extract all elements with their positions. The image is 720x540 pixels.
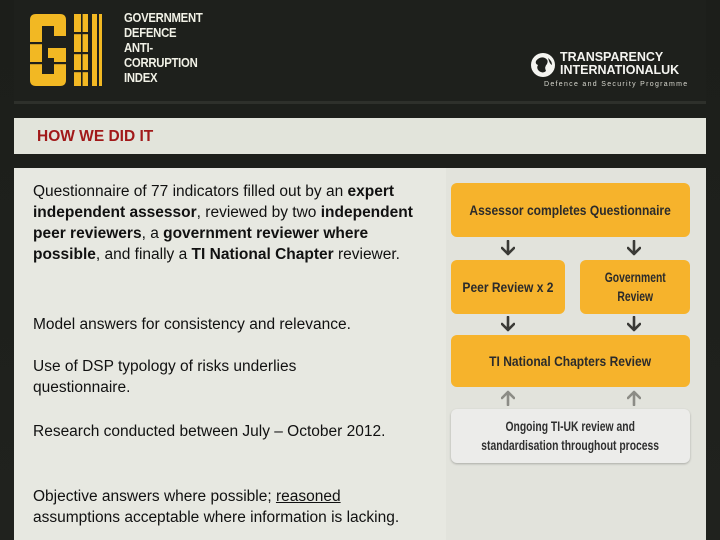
arrow-down-icon bbox=[627, 240, 641, 256]
paragraph-model-answers: Model answers for consistency and relevance. bbox=[33, 316, 351, 333]
flow-panel bbox=[446, 168, 706, 540]
text-run: reviewer. bbox=[333, 246, 400, 263]
flow-box-label-line: Government bbox=[604, 269, 666, 285]
flow-box-label bbox=[600, 268, 671, 306]
text-run-bold: TI National Chapter bbox=[191, 246, 334, 263]
gi-logo-line: INDEX bbox=[124, 71, 158, 85]
text-run: assumptions acceptable where information is lacking. bbox=[33, 509, 400, 526]
text-run: , a bbox=[141, 225, 164, 242]
arrow-up-icon bbox=[627, 390, 641, 406]
gi-logo-line: CORRUPTION bbox=[124, 56, 198, 70]
flow-box-government-review bbox=[580, 260, 690, 314]
arrow-up-icon bbox=[501, 390, 515, 406]
paragraph-dsp-typology: Use of DSP typology of risks underlies questionnaire. bbox=[33, 358, 297, 396]
arrow-down-icon bbox=[501, 240, 515, 256]
text-run: Questionnaire of 77 indicators filled out by an bbox=[33, 183, 348, 200]
flow-box-label: Assessor completes Questionnaire bbox=[469, 201, 672, 218]
flow-box-label-line: Review bbox=[617, 288, 653, 304]
paragraph-questionnaire bbox=[33, 181, 435, 265]
gi-logo-line: ANTI- bbox=[124, 41, 153, 55]
text-panel bbox=[14, 168, 446, 540]
text-run: , and finally a bbox=[95, 246, 192, 263]
ti-globe-icon bbox=[530, 52, 556, 78]
text-run-bold: independent peer reviewers bbox=[33, 204, 413, 242]
text-run-bold: expert independent assessor bbox=[33, 183, 395, 221]
arrow-down-icon bbox=[501, 316, 515, 332]
ti-name bbox=[560, 51, 679, 77]
paragraph-research-period: Research conducted between July – October 2012. bbox=[33, 423, 386, 440]
ti-name-line1: TRANSPARENCY bbox=[560, 50, 664, 64]
flow-box-ongoing-review bbox=[451, 409, 690, 463]
flow-box-assessor bbox=[451, 183, 690, 237]
gi-logo-line: DEFENCE bbox=[124, 26, 177, 40]
text-run-underlined: reasoned bbox=[275, 488, 341, 505]
section-title: HOW WE DID IT bbox=[37, 128, 154, 145]
ti-name-line2 bbox=[560, 64, 679, 77]
gi-logo-line: GOVERNMENT bbox=[124, 11, 203, 25]
paragraph-objective-answers bbox=[33, 486, 413, 528]
text-run: , reviewed by two bbox=[196, 204, 321, 221]
flow-box-label bbox=[467, 417, 674, 455]
flow-box-peer-review bbox=[451, 260, 565, 314]
text-run: Objective answers where possible; bbox=[33, 488, 276, 505]
ti-logo bbox=[530, 50, 710, 92]
flow-box-label: TI National Chapters Review bbox=[489, 352, 652, 369]
ti-name-uk: UK bbox=[661, 63, 680, 77]
gi-logo-text bbox=[124, 11, 203, 86]
section-bar bbox=[14, 118, 706, 154]
arrow-down-icon bbox=[627, 316, 641, 332]
flow-box-label-line: Ongoing TI-UK review and bbox=[505, 418, 636, 434]
ti-name-line2a: INTERNATIONAL bbox=[560, 63, 662, 77]
flow-box-label: Peer Review x 2 bbox=[462, 278, 554, 295]
gi-logo-letters-icon bbox=[26, 12, 110, 88]
ti-programme: Defence and Security Programme bbox=[544, 81, 689, 88]
gi-logo bbox=[26, 10, 203, 90]
flow-box-national-chapters bbox=[451, 335, 690, 387]
header bbox=[14, 0, 706, 101]
text-run-bold: government reviewer where possible bbox=[33, 225, 369, 263]
flow-box-label-line: standardisation throughout process bbox=[481, 437, 660, 453]
header-divider bbox=[14, 101, 706, 104]
